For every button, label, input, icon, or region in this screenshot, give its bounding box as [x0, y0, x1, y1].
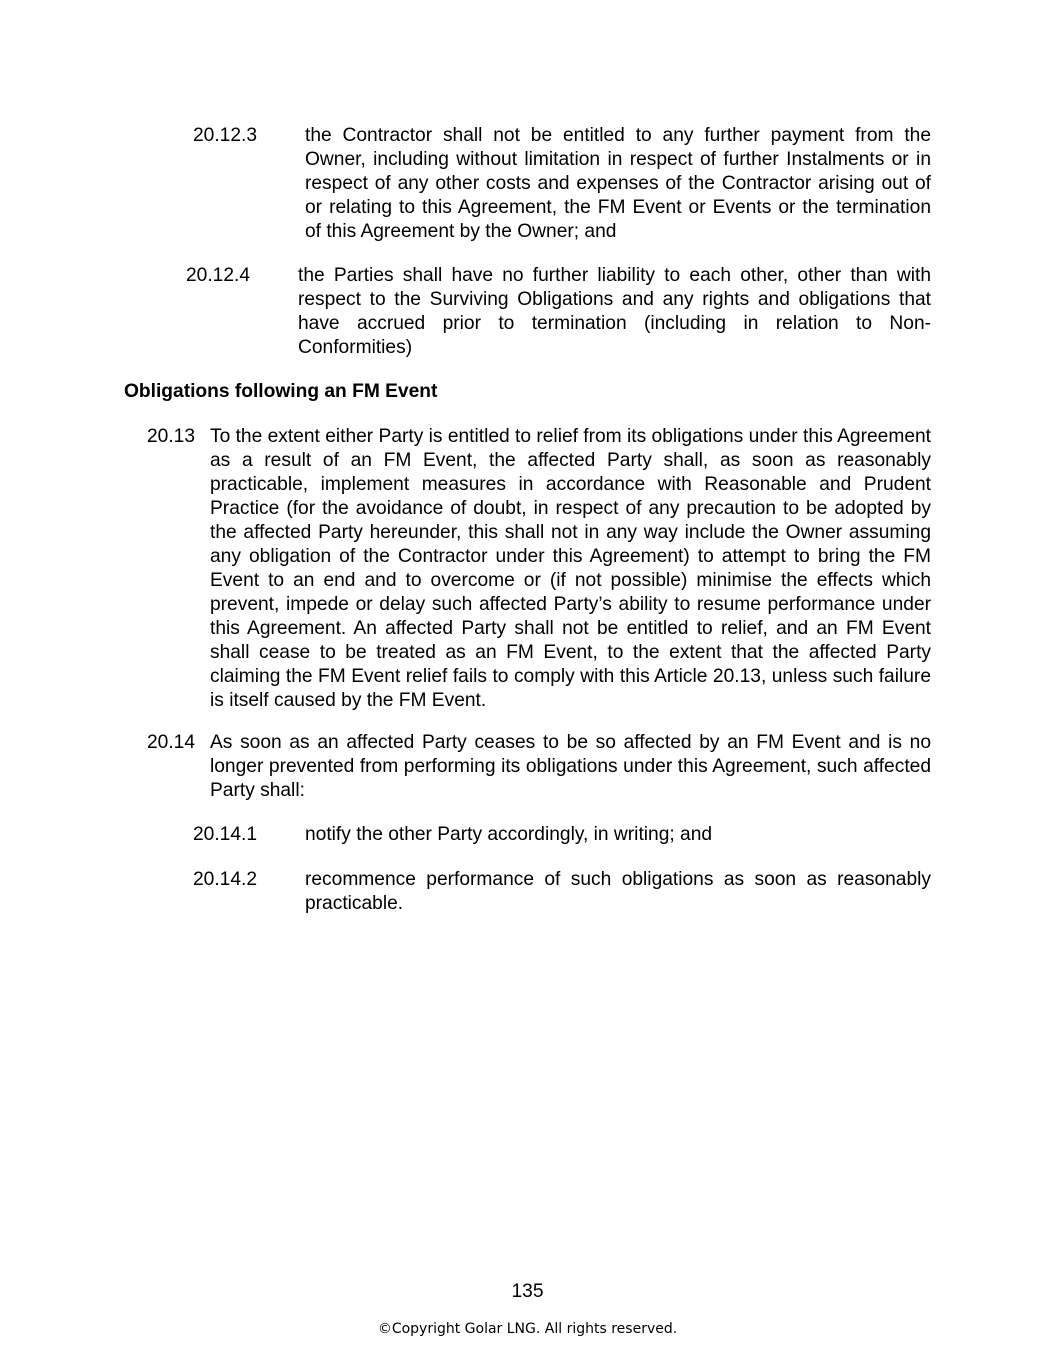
clause-number: 20.13 [147, 426, 196, 447]
clause-text: notify the other Party accordingly, in writing; and [305, 824, 713, 845]
clause-number: 20.12.4 [186, 265, 251, 286]
clause-20-14-2 [0, 868, 1055, 916]
clause-number: 20.14.2 [193, 869, 258, 890]
clause-number: 20.12.3 [193, 125, 258, 146]
clause-text: To the extent either Party is entitled to relief from its obligations under this Agreement as a result of an FM Event, the affected Party shall, as soon as reasonably practicable, implement measures in accordance with Reasonable and Prudent Practice (for the avoidance of doubt, in respect of any precaution to be adopted by the affected Party hereunder, this shall not in any way include the Owner assuming any obligation of the Contractor under this Agreement) to attempt to bring the FM Event to an end and to overcome or (if not possible) minimise the effects which prevent, impede or delay such affected Party’s ability to resume performance under this Agreement. An affected Party shall not be entitled to relief, and an FM Event shall cease to be treated as an FM Event, to the extent that the affected Party claiming the FM Event relief fails to comply with this Article 20.13, unless such failure is itself caused by the FM Event. [210, 426, 931, 711]
clause-20-14-1 [0, 823, 1055, 847]
clause-text: the Parties shall have no further liability to each other, other than with respect to the Surviving Obligations and any rights and obligations that have accrued prior to termination (including in relation to Non-Conformities) [298, 265, 931, 358]
section-heading: Obligations following an FM Event [124, 381, 438, 402]
clause-text: the Contractor shall not be entitled to any further payment from the Owner, including without limitation in respect of further Instalments or in respect of any other costs and expenses of the Contractor arising out of or relating to this Agreement, the FM Event or Events or the termination of this Agreement by the Owner; and [305, 125, 931, 242]
clause-20-13 [0, 425, 1055, 713]
clause-20-12-3 [0, 124, 1055, 244]
clause-20-14 [0, 731, 1055, 803]
clause-20-12-4 [0, 264, 1055, 360]
page-number: 135 [511, 1281, 544, 1302]
clause-number: 20.14 [147, 732, 196, 753]
clause-text: recommence performance of such obligations as soon as reasonably practicable. [305, 869, 931, 914]
clause-number: 20.14.1 [193, 824, 258, 845]
copyright-notice: ©Copyright Golar LNG. All rights reserved. [377, 1321, 678, 1337]
clause-text: As soon as an affected Party ceases to be so affected by an FM Event and is no longer prevented from performing its obligations under this Agreement, such affected Party shall: [210, 732, 931, 801]
